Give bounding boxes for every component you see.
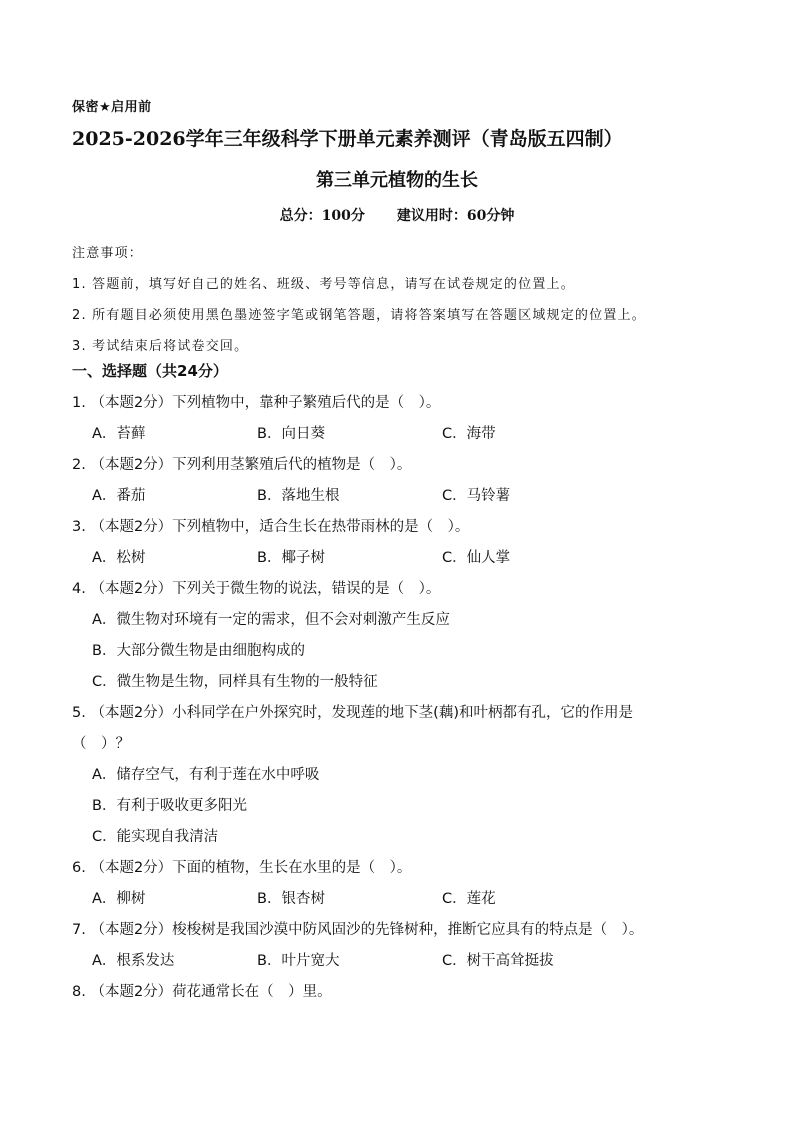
option-row [72, 543, 732, 574]
option-b: B．向日葵 [257, 426, 325, 442]
option-b: B．叶片宽大 [257, 953, 340, 969]
option-a: A．储存空气，有利于莲在水中呼吸 [92, 767, 320, 783]
notice-heading: 注意事项： [72, 246, 144, 261]
question-stem: 5. （本题2分）小科同学在户外探究时，发现莲的地下茎(藕)和叶柄都有孔，它的作用是 [72, 705, 633, 721]
option-a: A．微生物对环境有一定的需求，但不会对刺激产生反应 [92, 612, 450, 628]
option-b: B．大部分微生物是由细胞构成的 [92, 643, 305, 659]
suggested-time: 建议用时：60分钟 [396, 208, 515, 224]
question-stem: 4. （本题2分）下列关于微生物的说法，错误的是（ ）。 [72, 581, 441, 597]
option-b: B．银杏树 [257, 891, 325, 907]
notice-block [72, 238, 646, 362]
option-a: A．苔藓 [92, 426, 146, 442]
option-c: C．莲花 [442, 891, 496, 907]
unit-title: 第三单元植物的生长 [316, 170, 478, 191]
option-b: B．落地生根 [257, 488, 340, 504]
notice-item: 1. 答题前，填写好自己的姓名、班级、考号等信息，请写在试卷规定的位置上。 [72, 277, 575, 292]
question-stem: 1. （本题2分）下列植物中，靠种子繁殖后代的是（ ）。 [72, 395, 441, 411]
question-stem: 8. （本题2分）荷花通常长在（ ）里。 [72, 984, 332, 1000]
question-stem: 3. （本题2分）下列植物中，适合生长在热带雨林的是（ ）。 [72, 519, 470, 535]
option-b: B．有利于吸收更多阳光 [92, 798, 247, 814]
option-c: C．仙人掌 [442, 550, 511, 566]
section-title: 一、选择题（共24分） [72, 362, 228, 380]
exam-meta [0, 205, 794, 225]
option-c: C．海带 [442, 426, 496, 442]
question-list [72, 388, 732, 1008]
option-row [72, 481, 732, 512]
question-stem: 7. （本题2分）梭梭树是我国沙漠中防风固沙的先锋树种，推断它应具有的特点是（ ）。 [72, 922, 644, 938]
option-c: C．树干高耸挺拔 [442, 953, 554, 969]
option-a: A．根系发达 [92, 953, 175, 969]
option-a: A．柳树 [92, 891, 146, 907]
option-c: C．微生物是生物，同样具有生物的一般特征 [92, 674, 378, 690]
option-a: A．番茄 [92, 488, 146, 504]
option-row [72, 419, 732, 450]
notice-item: 3. 考试结束后将试卷交回。 [72, 339, 249, 354]
total-score: 总分：100分 [279, 208, 365, 224]
exam-title: 2025-2026学年三年级科学下册单元素养测评（青岛版五四制） [72, 128, 623, 150]
question-stem: 2. （本题2分）下列利用茎繁殖后代的植物是（ ）。 [72, 457, 412, 473]
option-row [72, 884, 732, 915]
question-stem: 6. （本题2分）下面的植物，生长在水里的是（ ）。 [72, 860, 412, 876]
option-c: C．能实现自我清洁 [92, 829, 219, 845]
option-a: A．松树 [92, 550, 146, 566]
question-stem-continued: （ ）？ [72, 736, 130, 752]
notice-item: 2. 所有题目必须使用黑色墨迹签字笔或钢笔答题，请将答案填写在答题区域规定的位置上。 [72, 308, 646, 323]
option-row [72, 946, 732, 977]
option-b: B．椰子树 [257, 550, 325, 566]
confidential-mark: 保密★启用前 [72, 100, 152, 115]
option-c: C．马铃薯 [442, 488, 511, 504]
